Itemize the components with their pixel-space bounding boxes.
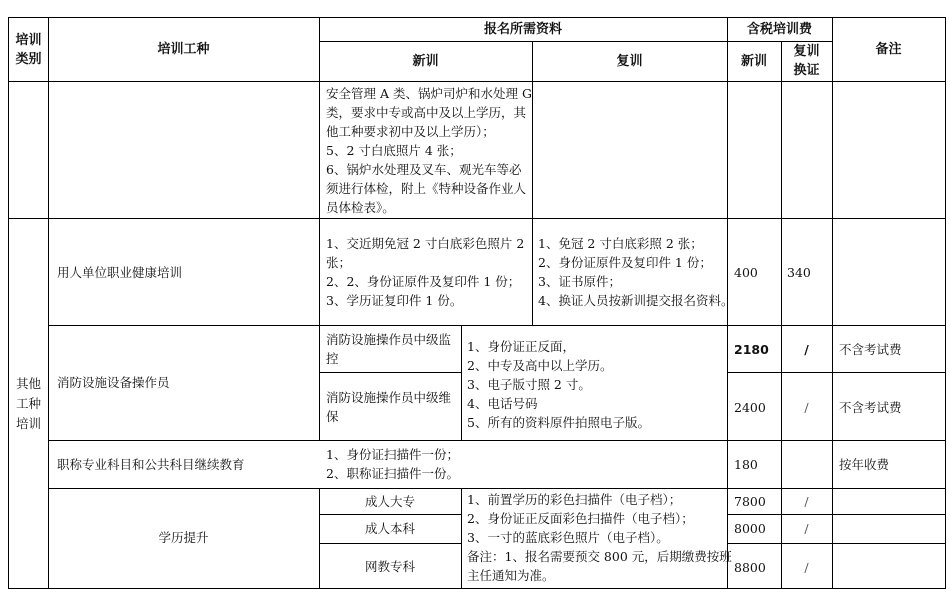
fire-fee-maintain: 2400 — [734, 400, 766, 415]
health-training-name: 用人单位职业健康培训 — [57, 265, 183, 280]
header-fee-new: 新训 — [740, 54, 767, 69]
category-other-line1: 其他 — [15, 376, 41, 391]
edu-fee-college: 7800 — [734, 494, 766, 509]
edu-sub-online: 网教专科 — [364, 559, 415, 574]
text-line: 1、身份证扫描件一份； — [326, 447, 459, 462]
text-line: 2、职称证扫描件一份。 — [326, 466, 459, 481]
fire-fee-maintain-re: / — [804, 400, 809, 415]
text-line: 6、锅炉水处理及叉车、观光车等必 — [326, 162, 522, 177]
category-other-line3: 培训 — [15, 416, 41, 431]
edu-sub-bachelor: 成人本科 — [364, 521, 415, 536]
text-line: 控 — [326, 351, 339, 366]
text-line: 安全管理 A 类、锅炉司炉和水处理 G — [326, 86, 532, 101]
category-other-line2: 工种 — [15, 396, 41, 411]
text-line: 3、证书原件； — [538, 274, 621, 289]
text-line: 张； — [326, 255, 352, 270]
text-line: 2、身份证原件及复印件 1 份； — [538, 255, 712, 270]
text-line: 主任通知为准。 — [467, 568, 555, 583]
text-line: 消防设施操作员中级维 — [326, 390, 452, 405]
text-line: 须进行体检，附上《特种设备作业人 — [326, 181, 527, 196]
text-line: 5、所有的资料原件拍照电子版。 — [467, 415, 650, 430]
header-category-line2: 类别 — [15, 52, 42, 67]
text-line: 1、前置学历的彩色扫描件（电子档）； — [467, 492, 682, 507]
text-line: 3、一寸的蓝底彩色照片（电子档）。 — [467, 530, 669, 545]
text-line: 员体检表》。 — [326, 200, 395, 215]
header-fee: 含税培训费 — [746, 22, 812, 37]
text-line: 3、电子版寸照 2 寸。 — [467, 377, 591, 392]
fire-fee-monitor: 2180 — [734, 342, 769, 357]
edu-fee-bachelor-re: / — [804, 521, 809, 536]
text-line: 5、2 寸白底照片 4 张； — [326, 143, 462, 158]
text-line: 2、身份证正反面彩色扫描件（电子档）； — [467, 511, 694, 526]
text-line: 1、身份证正反面， — [467, 339, 575, 354]
text-line: 类，要求中专或高中及以上学历，其 — [326, 105, 527, 120]
text-line: 消防设施操作员中级监 — [326, 332, 452, 347]
fire-remark-monitor: 不含考试费 — [839, 342, 902, 357]
fire-fee-monitor-re: / — [804, 342, 809, 357]
title-edu-fee: 180 — [734, 457, 758, 472]
edu-upgrade-name: 学历提升 — [158, 530, 209, 545]
health-fee-new: 400 — [734, 265, 758, 280]
edu-fee-college-re: / — [804, 494, 809, 509]
edu-fee-online: 8800 — [734, 560, 766, 575]
text-line: 3、学历证复印件 1 份。 — [326, 293, 463, 308]
header-fee-re-line1: 复训 — [793, 44, 820, 59]
edu-fee-online-re: / — [804, 560, 809, 575]
health-fee-re: 340 — [787, 265, 811, 280]
text-line: 1、免冠 2 寸白底彩照 2 张； — [538, 236, 703, 251]
fire-remark-maintain: 不含考试费 — [839, 400, 902, 415]
header-new-train: 新训 — [412, 54, 439, 69]
header-category-line1: 培训 — [15, 33, 42, 48]
header-re-train: 复训 — [616, 54, 643, 69]
fire-training-name: 消防设施设备操作员 — [57, 375, 170, 390]
text-line: 4、换证人员按新训提交报名资料。 — [538, 293, 734, 308]
edu-sub-college: 成人大专 — [364, 494, 415, 509]
title-edu-remark: 按年收费 — [839, 457, 890, 472]
text-line: 他工种要求初中及以上学历）； — [326, 124, 495, 139]
header-fee-re-line2: 换证 — [793, 63, 820, 78]
edu-fee-bachelor: 8000 — [734, 521, 766, 536]
title-edu-name: 职称专业科目和公共科目继续教育 — [57, 457, 245, 472]
text-line: 4、电话号码 — [467, 396, 538, 411]
header-type: 培训工种 — [157, 42, 210, 57]
text-line: 1、交近期免冠 2 寸白底彩色照片 2 — [326, 236, 525, 251]
text-line: 备注：1、报名需要预交 800 元，后期缴费按班 — [467, 549, 732, 564]
text-line: 2、中专及高中以上学历。 — [467, 358, 613, 373]
text-line: 2、2、身份证原件及复印件 1 份； — [326, 274, 521, 289]
text-line: 保 — [326, 409, 339, 424]
header-remark: 备注 — [875, 42, 902, 57]
header-materials: 报名所需资料 — [483, 22, 562, 37]
